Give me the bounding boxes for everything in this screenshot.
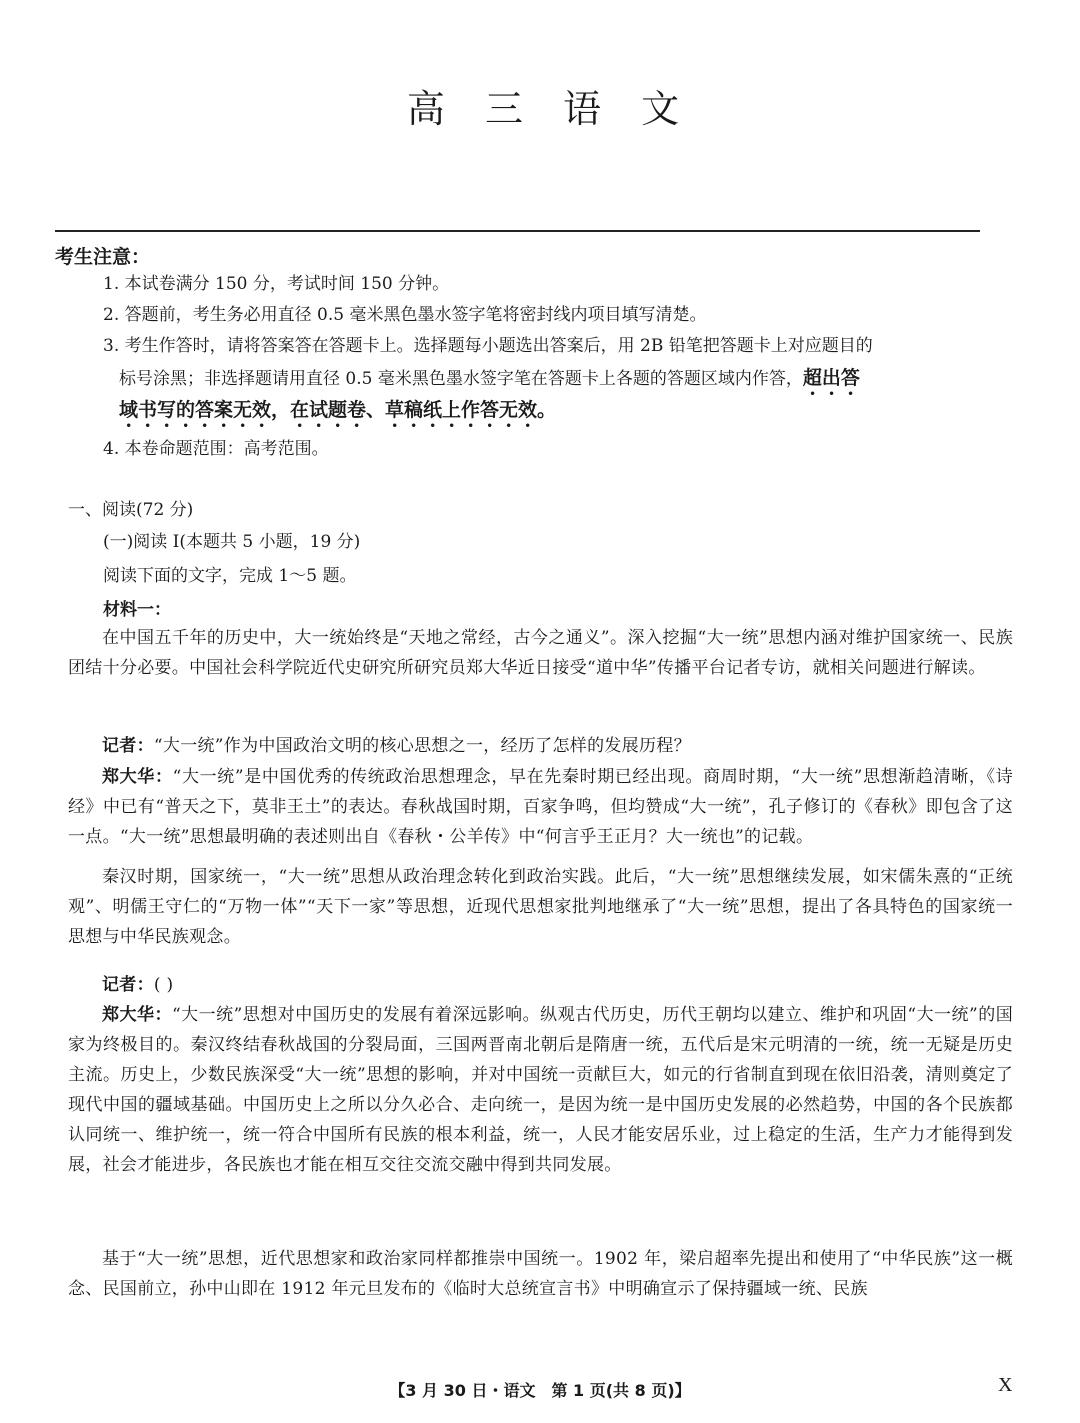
notice-item-3-line-2 bbox=[119, 365, 860, 400]
paragraph-intro: 在中国五千年的历史中，大一统始终是“天地之常经，古今之通义”。深入挖掘“大一统”思想内涵对维护国家统一、民族团结十分必要。中国社会科学院近代史研究所研究员郑大华近日接受“道中华”传播平台记者专访，就相关问题进行解读。 bbox=[68, 628, 1013, 678]
notice-item-3-line-3: 域书写的答案无效，在试题卷、草稿纸上作答无效。 bbox=[119, 399, 557, 421]
answer-2-text: “大一统”思想对中国历史的发展有着深远影响。纵观古代历史，历代王朝均以建立、维护和巩固“大一统”的国家为终极目的。秦汉终结春秋战国的分裂局面，三国两晋南北朝后是隋唐一统，五代后是宋元明清的一统，统一无疑是历史主流。历史上，少数民族深受“大一统”思想的影响，并对中国统一贡献巨大，如元的行省制直到现在依旧沿袭，清则奠定了现代中国的疆域基础。中国历史上之所以分久必合、走向统一，是因为统一是中国历史发展的必然趋势，中国的各个民族都认同统一、维护统一，统一符合中国所有民族的根本利益，统一，人民才能安居乐业，过上稳定的生活，生产力才能得到发展，社会才能进步，各民族也才能在相互交往交流交融中得到共同发展。 bbox=[68, 1005, 1014, 1175]
notice-item-3-line-2-text: 标号涂黑；非选择题请用直径 0.5 毫米黑色墨水签字笔在答题卡上各题的答题区域内作答， bbox=[119, 369, 803, 389]
paragraph-modern: 基于“大一统”思想，近代思想家和政治家同样都推崇中国统一。1902 年，梁启超率先提出和使用了“中华民族”这一概念、民国前立，孙中山即在 1912 年元旦发布的《临时大总统宣言书》中明确宣示了保持疆域一统、民族 bbox=[68, 1249, 1013, 1299]
footer-corner-mark: X bbox=[998, 1374, 1013, 1396]
notice-item-1: 1. 本试卷满分 150 分，考试时间 150 分钟。 bbox=[103, 274, 450, 294]
exam-title: 高 三 语 文 bbox=[406, 87, 694, 131]
paragraph-answer-1 bbox=[68, 762, 1013, 852]
section-heading: 一、阅读(72 分) bbox=[68, 500, 194, 520]
paragraph-qin-han: 秦汉时期，国家统一，“大一统”思想从政治理念转化到政治实践。此后，“大一统”思想继续发展，如宋儒朱熹的“正统观”、明儒王守仁的“万物一体”“天下一家”等思想，近现代思想家批判地继承了“大一统”思想，提出了各具特色的国家统一思想与中华民族观念。 bbox=[68, 867, 1013, 947]
question-1-text: “大一统”作为中国政治文明的核心思想之一，经历了怎样的发展历程？ bbox=[153, 736, 691, 756]
notice-item-4: 4. 本卷命题范围：高考范围。 bbox=[103, 439, 329, 459]
question-2-blank: ( ) bbox=[153, 975, 174, 995]
paragraph-question-1 bbox=[68, 731, 1013, 761]
speaker-reporter-2: 记者： bbox=[102, 975, 154, 995]
speaker-zheng: 郑大华： bbox=[102, 767, 173, 787]
paragraph-answer-2 bbox=[68, 1000, 1013, 1180]
speaker-zheng-2: 郑大华： bbox=[102, 1005, 172, 1025]
answer-1-text: “大一统”是中国优秀的传统政治思想理念，早在先秦时期已经出现。商周时期，“大一统”思想渐趋清晰，《诗经》中已有“普天之下，莫非王土”的表达。春秋战国时期，百家争鸣，但均赞成“大一统”，孔子修订的《春秋》即包含了这一点。“大一统”思想最明确的表述则出自《春秋・公羊传》中“何言乎王正月？大一统也”的记载。 bbox=[68, 767, 1014, 847]
speaker-reporter: 记者： bbox=[102, 736, 154, 756]
paragraph-question-2 bbox=[68, 970, 1013, 1000]
material-label: 材料一： bbox=[103, 600, 171, 620]
page-footer: 【3 月 30 日・语文 第 1 页(共 8 页)】 bbox=[389, 1381, 691, 1400]
notice-item-3-line-1: 3. 考生作答时，请将答案答在答题卡上。选择题每小题选出答案后，用 2B 铅笔把答题卡上对应题目的 bbox=[103, 336, 873, 356]
notice-item-2: 2. 答题前，考生务必用直径 0.5 毫米黑色墨水签字笔将密封线内项目填写清楚。 bbox=[103, 305, 707, 325]
instruction: 阅读下面的文字，完成 1～5 题。 bbox=[103, 566, 357, 586]
header-divider bbox=[55, 230, 980, 232]
notice-item-3-emphasis-start: 超出答 bbox=[802, 367, 860, 389]
sub-section-heading: (一)阅读 I(本题共 5 小题，19 分) bbox=[103, 532, 361, 552]
notice-heading: 考生注意： bbox=[55, 246, 151, 268]
